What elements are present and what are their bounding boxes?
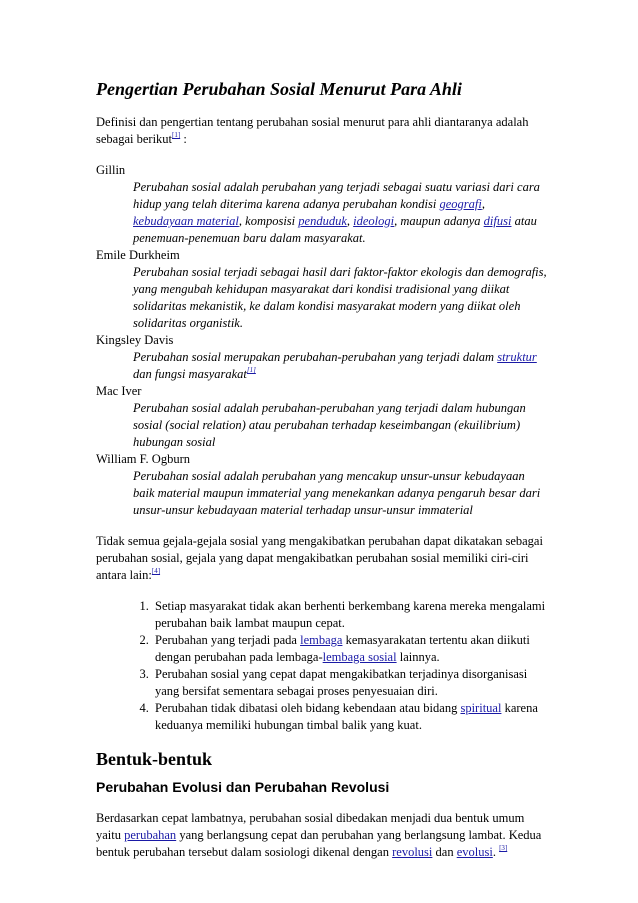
- page-title: Pengertian Perubahan Sosial Menurut Para Ahli: [96, 79, 462, 99]
- intro-ref[interactable]: [172, 131, 180, 139]
- list-item: [152, 700, 548, 734]
- list-item: [152, 632, 548, 666]
- characteristics-ref-link[interactable]: [4]: [151, 567, 161, 575]
- expert-ref-link[interactable]: [1]: [246, 366, 256, 374]
- expert-definition: [133, 349, 548, 383]
- expert-definition: Perubahan sosial adalah perubahan-perubahan yang terjadi dalam hubungan sosial (social relation) atau perubahan terhadap keseimbangan (ekuilibrium) hubungan sosial: [133, 401, 526, 449]
- expert-definition: [133, 179, 548, 247]
- list-item-text: kemasyarakatan tertentu akan diikuti dengan perubahan pada lembaga-: [155, 633, 530, 664]
- definition-text: Perubahan sosial merupakan perubahan-perubahan yang terjadi dalam: [133, 350, 498, 364]
- definition-text: ,: [346, 214, 354, 228]
- characteristics-text: Tidak semua gejala-gejala sosial yang mengakibatkan perubahan dapat dikatakan sebagai perubahan sosial, gejala yang dapat mengakibatkan perubahan sosial memiliki ciri-ciri antara lain:: [96, 534, 543, 582]
- link-lembaga-sosial[interactable]: lembaga sosial: [322, 650, 397, 664]
- link-evolusi[interactable]: evolusi: [456, 845, 493, 859]
- link-lembaga[interactable]: lembaga: [300, 633, 343, 647]
- paragraph-text: dan: [432, 845, 457, 859]
- list-item-text: karena keduanya memiliki hubungan timbal balik yang kuat.: [155, 701, 538, 732]
- characteristics-list: [96, 598, 548, 734]
- list-item: [152, 598, 548, 632]
- section-ref-link[interactable]: [3]: [499, 844, 508, 852]
- characteristics-paragraph: [96, 533, 548, 584]
- link-revolusi[interactable]: revolusi: [392, 845, 433, 859]
- intro-tail: :: [180, 132, 187, 146]
- intro-text: Definisi dan pengertian tentang perubahan sosial menurut para ahli diantaranya adalah sebagai berikut: [96, 115, 529, 146]
- characteristics-ref[interactable]: [152, 567, 160, 575]
- expert-name: Kingsley Davis: [96, 333, 174, 347]
- section-paragraph: [96, 810, 548, 861]
- list-item-text: lainnya.: [396, 650, 440, 664]
- definition-text: ,: [481, 197, 485, 211]
- expert-name: Emile Durkheim: [96, 248, 180, 262]
- definition-text: atau penemuan-penemuan baru dalam masyarakat.: [133, 214, 537, 245]
- expert-definition: Perubahan sosial terjadi sebagai hasil dari faktor-faktor ekologis dan demografis, yang mengubah kehidupan masyarakat dari kondisi tradisional yang diikat solidaritas mekanistik, ke dalam kondisi masyarakat modern yang diikat oleh solidaritas organistik.: [133, 265, 547, 330]
- list-item-text: Perubahan yang terjadi pada: [155, 633, 301, 647]
- link-struktur[interactable]: struktur: [497, 350, 537, 364]
- expert-name: Mac Iver: [96, 384, 142, 398]
- definition-text: , maupun adanya: [394, 214, 484, 228]
- expert-ref[interactable]: [247, 366, 256, 374]
- paragraph-text: yang berlangsung cepat dan perubahan yang berlangsung lambat. Kedua bentuk perubahan tersebut dalam sosiologi dikenal dengan: [96, 828, 542, 859]
- section-heading: Bentuk-bentuk: [96, 749, 213, 769]
- experts-list: [96, 162, 548, 519]
- link-penduduk[interactable]: penduduk: [298, 214, 347, 228]
- definition-text: dan fungsi masyarakat: [133, 367, 247, 381]
- link-difusi[interactable]: difusi: [483, 214, 512, 228]
- definition-text: Perubahan sosial adalah perubahan yang terjadi sebagai suatu variasi dari cara hidup yang telah diterima karena adanya perubahan kondisi: [133, 180, 540, 211]
- paragraph-text: .: [492, 845, 500, 859]
- expert-definition: Perubahan sosial adalah perubahan yang mencakup unsur-unsur kebudayaan baik material maupun immaterial yang menekankan adanya pengaruh besar dari unsur-unsur kebudayaan material terhadap unsur-unsur immaterial: [133, 469, 541, 517]
- link-perubahan[interactable]: perubahan: [124, 828, 177, 842]
- link-geografi[interactable]: geografi: [439, 197, 482, 211]
- intro-paragraph: [96, 114, 548, 148]
- link-spiritual[interactable]: spiritual: [460, 701, 502, 715]
- section-subheading: Perubahan Evolusi dan Perubahan Revolusi: [96, 779, 390, 795]
- list-item-text: Setiap masyarakat tidak akan berhenti berkembang karena mereka mengalami perubahan baik lambat maupun cepat.: [155, 599, 546, 630]
- list-item: [152, 666, 548, 700]
- list-item-text: Perubahan sosial yang cepat dapat mengakibatkan terjadinya disorganisasi yang bersifat sementara sebagai proses penyesuaian diri.: [155, 667, 528, 698]
- link-ideologi[interactable]: ideologi: [353, 214, 395, 228]
- expert-name: Gillin: [96, 163, 126, 177]
- paragraph-text: Berdasarkan cepat lambatnya, perubahan sosial dibedakan menjadi dua bentuk umum yaitu: [96, 811, 525, 842]
- definition-text: , komposisi: [238, 214, 299, 228]
- section-ref[interactable]: [499, 844, 507, 852]
- list-item-text: Perubahan tidak dibatasi oleh bidang kebendaan atau bidang: [155, 701, 461, 715]
- expert-name: William F. Ogburn: [96, 452, 190, 466]
- link-kebudayaan-material[interactable]: kebudayaan material: [133, 214, 239, 228]
- intro-ref-link[interactable]: [1]: [172, 131, 181, 139]
- document-page: [96, 72, 548, 875]
